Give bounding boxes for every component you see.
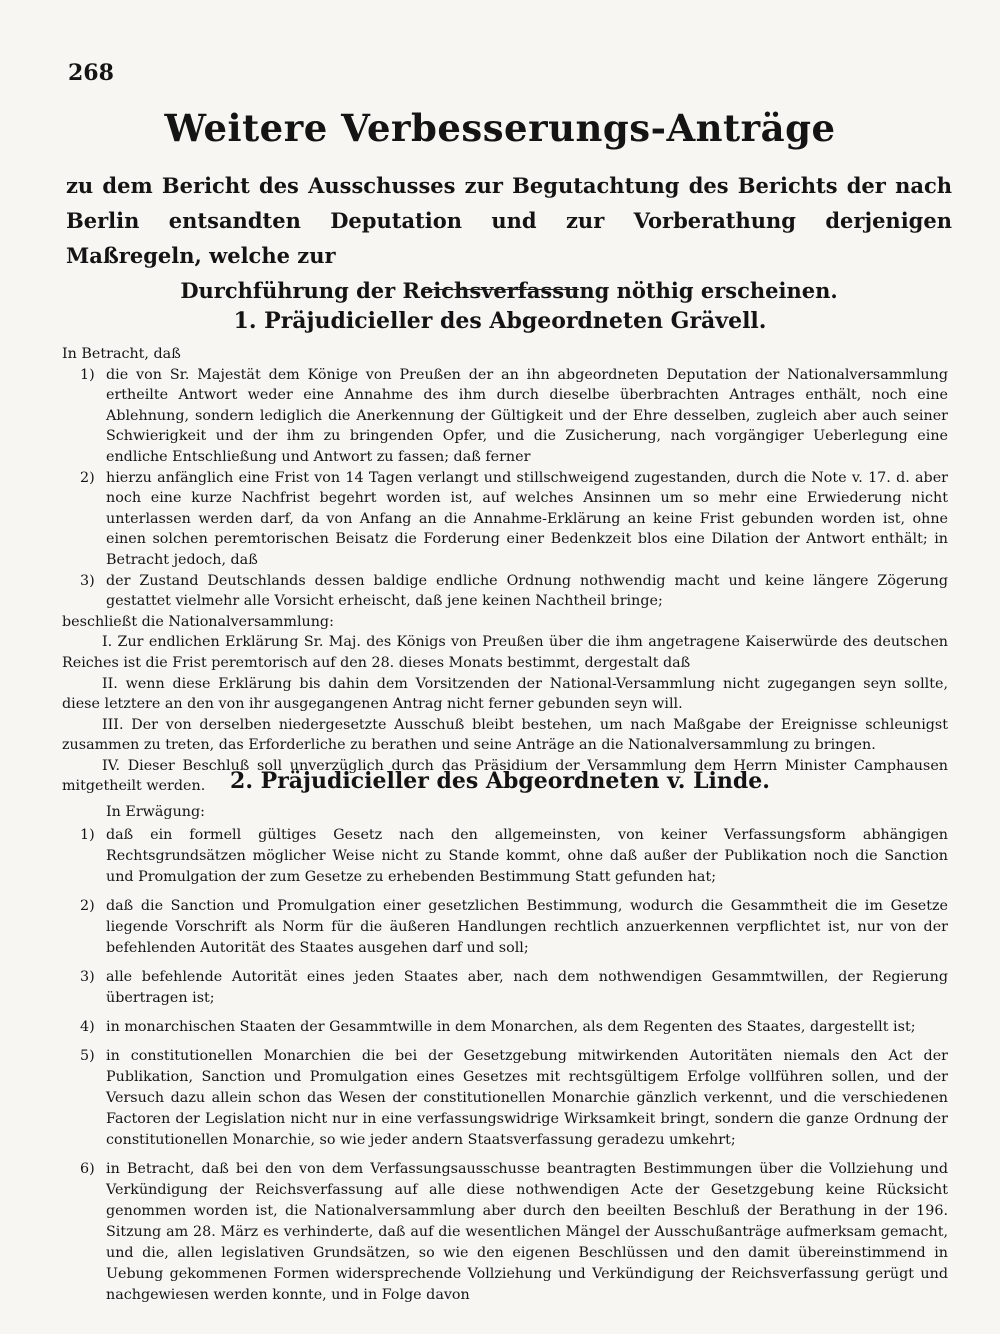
section-2-body xyxy=(62,802,948,1314)
list-item xyxy=(62,571,948,612)
item-number: 5) xyxy=(80,1048,95,1064)
list-item xyxy=(62,365,948,468)
item-number: 1) xyxy=(80,366,95,383)
item-text: die von Sr. Majestät dem Könige von Preußen der an ihn abgeordneten Deputation der Nationalversammlung ertheilte Antwort weder eine Annahme des ihm durch dieselbe überbrachten Antrages enthält, noch eine Ablehnung, sondern lediglich die Anerkennung der Gültigkeit und der Ehre desselben, zugleich aber auch seiner Schwierigkeit und der ihm zu bringenden Opfer, und die Zusicherung, nach vorgängiger Ueberlegung eine endliche Entschließung und Antwort zu fassen; daß ferner xyxy=(106,366,948,465)
list-item xyxy=(62,967,948,1009)
list-item xyxy=(62,896,948,959)
item-text: in Betracht, daß bei den von dem Verfassungsausschusse beantragten Bestimmungen über die Vollziehung und Verkündigung der Reichsverfassung auf alle diese nothwendigen Acte der Gesetzgebung keine Rücksicht genommen worden ist, die Nationalversammlung aber durch den beeilten Beschluß der Berathung in der 196. Sitzung am 28. März es verhinderte, daß auf die wesentlichen Mängel der Ausschußanträge aufmerksam gemacht, und die, allen legislativen Grundsätzen, so wie den eigenen Beschlüssen und den damit übereinstimmend in Uebung gekommenen Formen widersprechende Vollziehung und Verkündigung der Reichsverfassung gerügt und nachgewiesen werden konnte, und in Folge davon xyxy=(106,1161,948,1303)
resolution-point: IV. Dieser Beschluß soll unverzüglich durch das Präsidium der Versammlung dem Herrn Minister Camphausen mitgetheilt werden. xyxy=(62,757,948,795)
section-heading: 2. Präjudicieller des Abgeordneten v. Linde. xyxy=(230,768,770,794)
item-number: 3) xyxy=(80,969,95,985)
item-number: 3) xyxy=(80,572,95,589)
section-intro: In Betracht, daß xyxy=(62,346,181,362)
list-item xyxy=(62,1017,948,1038)
resolution-point: III. Der von derselben niedergesetzte Ausschuß bleibt bestehen, um nach Maßgabe der Ereignisse schleunigst zusammen zu treten, das Erforderliche zu berathen und seine Anträge an die Nationalversammlung zu bringen. xyxy=(62,716,948,754)
item-number: 2) xyxy=(80,469,95,486)
list-item xyxy=(62,1046,948,1151)
page-number: 268 xyxy=(68,60,114,86)
item-text: daß ein formell gültiges Gesetz nach den allgemeinsten, von keiner Verfassungsform abhängigen Rechtsgrundsätzen möglicher Weise nicht zu Stande kommt, ohne daß außer der Publikation noch die Sanction und Promulgation der zum Gesetze zu erhebenden Bestimmung Statt gefunden hat; xyxy=(106,827,948,885)
item-number: 2) xyxy=(80,898,95,914)
item-number: 1) xyxy=(80,827,95,843)
divider xyxy=(423,289,579,290)
section-intro: In Erwägung: xyxy=(106,804,205,820)
item-text: hierzu anfänglich eine Frist von 14 Tagen verlangt und stillschweigend zugestanden, durch die Note v. 17. d. aber noch eine kurze Nachfrist begehrt worden ist, auf welches Ansinnen um so mehr eine Erwiederung nicht unterlassen werden darf, da von Anfang an die Annahme-Erklärung an keine Frist gebunden worden ist, ohne einen solchen peremtorischen Beisatz die Forderung einer Bedenkzeit blos eine Dilation der Antwort enthält; in Betracht jedoch, daß xyxy=(106,469,948,568)
section-heading: 1. Präjudicieller des Abgeordneten Grävell. xyxy=(233,308,767,334)
resolve-statement: beschließt die Nationalversammlung: xyxy=(62,613,334,630)
list-item xyxy=(62,825,948,888)
list-item xyxy=(62,468,948,571)
subtitle xyxy=(66,168,952,308)
item-number: 4) xyxy=(80,1019,95,1035)
item-text: in monarchischen Staaten der Gesammtwille in dem Monarchen, als dem Regenten des Staates, dargestellt ist; xyxy=(106,1019,916,1035)
item-text: daß die Sanction und Promulgation einer gesetzlichen Bestimmung, wodurch die Gesammtheit die im Gesetze liegende Vorschrift als Norm für die äußeren Handlungen rechtlich anzuerkennen verpflichtet ist, nur von der befehlenden Autorität des Staates ausgehen darf und soll; xyxy=(106,898,948,956)
subtitle-line: entsandten Deputation und zur Vorberathung derjenigen Maßregeln, welche zur xyxy=(66,208,952,268)
section-1-body xyxy=(62,344,948,797)
page-title: Weitere Verbesserungs-Anträge xyxy=(164,106,836,150)
resolution-point: I. Zur endlichen Erklärung Sr. Maj. des Königs von Preußen über die ihm angetragene Kaiserwürde des deutschen Reiches ist die Frist peremtorisch auf den 28. dieses Monats bestimmt, dergestalt daß xyxy=(62,634,948,671)
item-text: in constitutionellen Monarchien die bei der Gesetzgebung mitwirkenden Autoritäten niemals den Act der Publikation, Sanction und Promulgation eines Gesetzes mit rechtsgültigem Erfolge vollführen sollen, und der Versuch dazu allein schon das Wesen der constitutionellen Monarchie gänzlich verkennt, und die verschiedenen Factoren der Legislation nicht nur in eine verfassungswidrige Wirksamkeit bringt, sondern die ganze Ordnung der constitutionellen Monarchie, so wie jeder andern Staatsverfassung geradezu umkehrt; xyxy=(106,1048,948,1148)
subtitle-line: zu dem Bericht des Ausschusses zur Begutachtung des Berichts der nach Berlin xyxy=(66,173,952,233)
subtitle-line: Durchführung der Reichsverfassung nöthig erscheinen. xyxy=(180,278,838,303)
list-item xyxy=(62,1159,948,1306)
item-text: der Zustand Deutschlands dessen baldige endliche Ordnung nothwendig macht und keine längere Zögerung gestattet vielmehr alle Vorsicht erheischt, daß jene keinen Nachtheil bringe; xyxy=(106,572,948,610)
item-number: 6) xyxy=(80,1161,95,1177)
resolution-point: II. wenn diese Erklärung bis dahin dem Vorsitzenden der National-Versammlung nicht zugegangen seyn sollte, diese letztere an den von ihr ausgegangenen Antrag nicht ferner gebunden seyn will. xyxy=(62,675,948,713)
item-text: alle befehlende Autorität eines jeden Staates aber, nach dem nothwendigen Gesammtwillen, der Regierung übertragen ist; xyxy=(106,969,948,1006)
